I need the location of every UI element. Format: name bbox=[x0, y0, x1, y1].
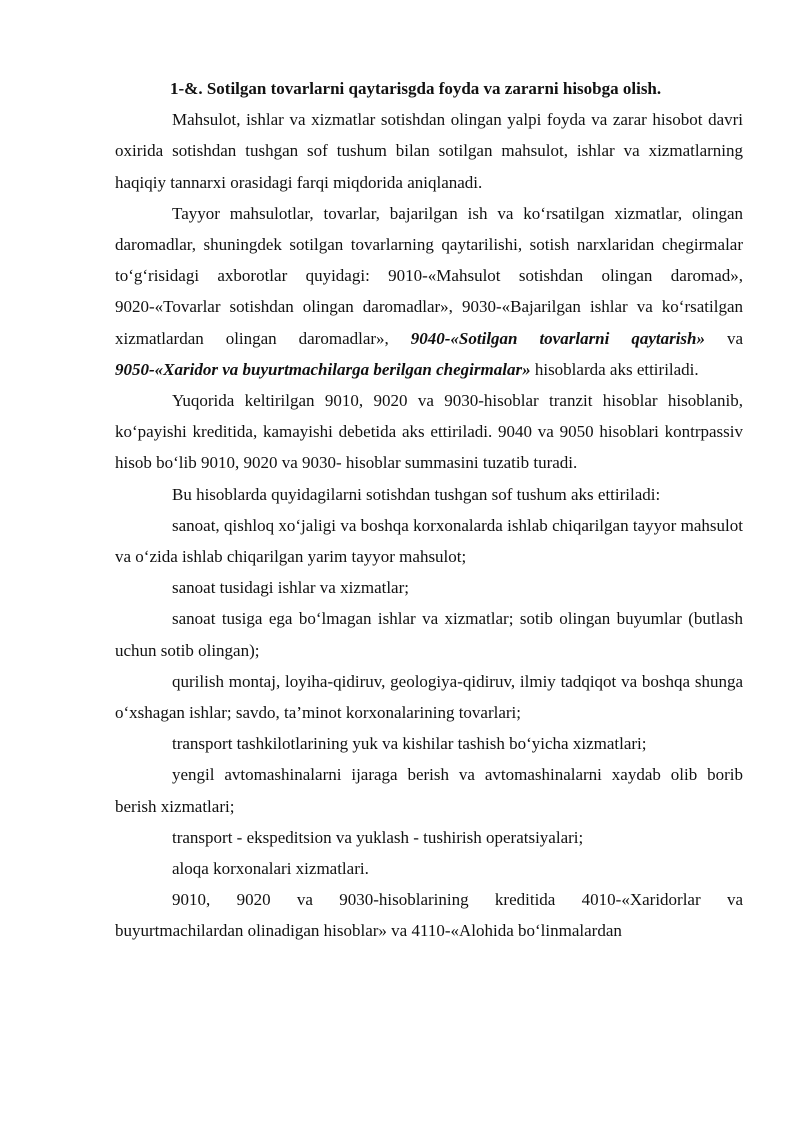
paragraph-transit-accounts: Yuqorida keltirilgan 9010, 9020 va 9030-hisoblar tranzit hisoblar hisoblanib, ko‘payishi kreditida, kamayishi debetida aks ettiriladi. 9040 va 9050 hisoblari kontrpassiv hisob bo‘lib 9010, 9020 va 9030- hisoblar summasini tuzatib turadi. bbox=[115, 391, 743, 473]
paragraph-net-revenue-intro: Bu hisoblarda quyidagilarni sotishdan tushgan sof tushum aks ettiriladi: bbox=[172, 484, 661, 504]
list-item-transport-services: transport tashkilotlarining yuk va kishilar tashish bo‘yicha xizmatlari; bbox=[172, 734, 647, 754]
list-item-non-industrial-works: sanoat tusiga ega bo‘lmagan ishlar va xizmatlar; sotib olingan buyumlar (butlash uchun sotib olingan); bbox=[115, 609, 743, 660]
list-item-car-rental: yengil avtomashinalarni ijaraga berish va avtomashinalarni xaydab olib borib berish xizmatlari; bbox=[115, 765, 743, 816]
list-item-construction-works: qurilish montaj, loyiha-qidiruv, geologiya-qidiruv, ilmiy tadqiqot va boshqa shunga o‘xshagan ishlar; savdo, ta’minot korxonalarining tovarlari; bbox=[115, 671, 743, 723]
paragraph-accounts-info bbox=[115, 198, 743, 385]
account-9050-label: 9050-«Xaridor va buyurtmachilarga berilgan chegirmalar» bbox=[115, 359, 531, 379]
list-item-forwarding-operations: transport - ekspeditsion va yuklash - tushirish operatsiyalari; bbox=[172, 827, 584, 847]
paragraph-credit-entries: 9010, 9020 va 9030-hisoblarining kreditida 4010-«Xaridorlar va buyurtmachilardan olinadigan hisoblar» va 4110-«Alohida bo‘linmalardan bbox=[115, 890, 743, 941]
list-item-industrial-works: sanoat tusidagi ishlar va xizmatlar; bbox=[172, 578, 409, 598]
list-item-industrial-products: sanoat, qishloq xo‘jaligi va boshqa korxonalarda ishlab chiqarilgan tayyor mahsulot va o‘zida ishlab chiqarilgan yarim tayyor mahsulot; bbox=[115, 515, 743, 567]
conjunction-text: va bbox=[705, 328, 744, 348]
paragraph-accounts-text: Tayyor mahsulotlar, tovarlar, bajarilgan ish va ko‘rsatilgan xizmatlar, olingan daromadlar, shuningdek sotilgan tovarlarning qaytarilishi, sotish narxlaridan chegirmalar to‘g‘risidagi axborotlar quyidagi: 9010-«Mahsulot sotishdan olingan daromad», 9020-«Tovarlar sotishdan olingan daromadlar», 9030-«Bajarilgan ishlar va ko‘rsatilgan xizmatlardan olingan daromadlar», bbox=[115, 203, 743, 348]
paragraph-accounts-ending: hisoblarda aks ettiriladi. bbox=[530, 359, 699, 379]
section-heading: 1-&. Sotilgan tovarlarni qaytarisgda foyda va zararni hisobga olish. bbox=[170, 79, 662, 98]
paragraph-gross-profit: Mahsulot, ishlar va xizmatlar sotishdan olingan yalpi foyda va zarar hisobot davri oxirida sotishdan tushgan sof tushum bilan sotilgan mahsulot, ishlar va xizmatlarning haqiqiy tannarxi orasidagi farqi miqdorida aniqlanadi. bbox=[115, 110, 743, 192]
list-item-communication-services: aloqa korxonalari xizmatlari. bbox=[172, 859, 369, 879]
document-page bbox=[115, 73, 743, 947]
account-9040-label: 9040-«Sotilgan tovarlarni qaytarish» bbox=[410, 328, 705, 348]
